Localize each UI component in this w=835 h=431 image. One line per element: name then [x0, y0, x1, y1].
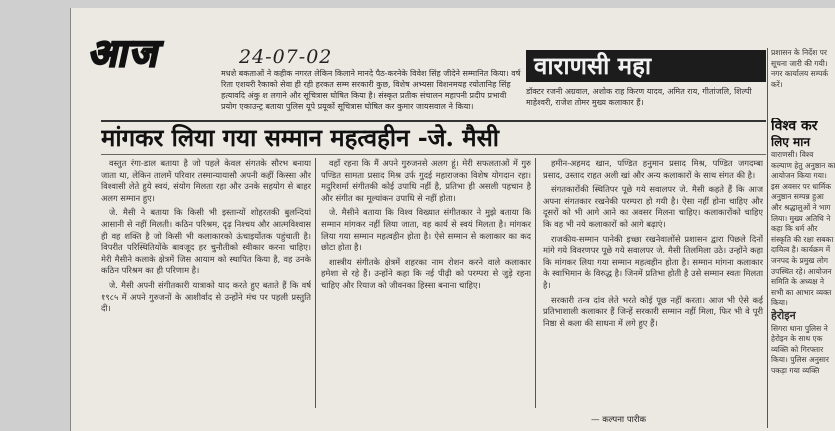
- article-column-1: [101, 158, 311, 408]
- column-divider: [535, 158, 536, 408]
- paragraph: जे. मैसीने बताया कि विश्व विख्यात संगीतकार ने मुझे बताया कि सम्मान मांगकर नहीं लिया जाता, वह कार्य से स्वयं मिलता है। मांगकर लिया गया सम्मान महत्वहीन होता है। ऐसे सम्मान से कलाकार का कद छोटा होता है।: [321, 207, 531, 253]
- right-column-text: वाराणसी। विश्व कल्याण हेतु अनुष्ठान का आयोजन किया गया। इस अवसर पर धार्मिक अनुष्ठान सम्पन्न हुआ और श्रद्धालुओं ने भाग लिया। मुख्य अतिथि ने कहा कि धर्म और संस्कृति की रक्षा सबका दायित्व है। कार्यक्रम में जनपद के प्रमुख लोग उपस्थित रहे। आयोजन समिति के अध्यक्ष ने सभी का आभार व्यक्त किया।: [771, 150, 835, 308]
- paragraph: हमीन-अहमद खान, पण्डित हनुमान प्रसाद मिश्र, पण्डित जगदम्बा प्रसाद, उस्ताद राहत अली खां और अन्य कलाकारों के साथ संगत की है।: [543, 158, 763, 180]
- article-headline: मांगकर लिया गया सम्मान महत्वहीन -जे. मैसी: [101, 120, 766, 155]
- article-column-2: [321, 158, 531, 408]
- paragraph: संगतकारोंकी स्थितिपर पूछे गये सवालपर जे. मैसी कहते हैं कि आज अपना संगतकार रखनेकी परम्परा हो गयी है। ऐसा नहीं होना चाहिए और दूसरों को भी आगे आने का अवसर मिलना चाहिए। कलाकारोंको चाहिए कि वह भी नये कलाकारों को आगे बढ़ाएं।: [543, 184, 763, 229]
- right-box-title: हेरोइन: [771, 308, 796, 322]
- paragraph: वहाँ रहना कि मैं अपने गुरुजनसे अलग हूं। मेरी सफलताओं में गुरु पण्डित सामता प्रसाद मिश्र उर्फ गुदई महाराजका विशेष योगदान रहा। मदुरिशर्मा संगीतकी कोई उपाधि नहीं है, प्रतिभा ही असली पहचान है और संगीत का मूल्यांकन उपाधि से नहीं होता।: [321, 158, 531, 203]
- right-column-divider: [767, 48, 768, 428]
- newspaper-page: [70, 8, 835, 431]
- right-column-subheading: लिए मान: [771, 135, 811, 149]
- handwritten-date: 24-07-02: [239, 46, 333, 68]
- paragraph: सरकारी तन्त्र दांव लेते भरते कोई पूछ नहीं करता। आज भी ऐसे कई प्रतिभाशाली कलाकार हैं जिन्हें सरकारी सम्मान नहीं मिला, फिर भी वे पूरी निष्ठा से कला की साधना में लगे हुए हैं।: [543, 294, 763, 328]
- paragraph: जे. मैसी ने बताया कि किसी भी इस्तान्यों शोहरतकी बुलन्दियां आसानी से नहीं मिलती। कठिन परिश्रम, दृढ़ निश्चय और आत्मविश्वास ही वह शक्ति है जो किसी भी कलाकारको ऊंचाइयोंतक पहुंचाती है। विपरीत परिस्थितियोंके बावजूद हर चुनौतीको स्वीकार करना चाहिए। मेरी मैसीने कलाके क्षेत्रमें जिस आयाम को स्थापित किया है, वह उनके कठिन परिश्रम का ही परिणाम है।: [101, 207, 311, 276]
- top-strip-right: डॉक्टर रजनी अग्रवाल, अशोक राह किरण यादव, अमित राय, गीतांजलि, शिल्पी माहेश्वरी, राजेश तोमर मुख्य कलाकार हैं।: [526, 87, 752, 107]
- city-edition-banner: वाराणसी महा: [526, 50, 766, 82]
- paragraph: शास्त्रीय संगीतके क्षेत्रमें शहरका नाम रोशन करने वाले कलाकार हमेशा से रहे हैं। उन्होंने कहा कि नई पीढ़ी को परम्परा से जुड़े रहना चाहिए और रियाज को जीवनका हिस्सा बनाना चाहिए।: [321, 256, 531, 290]
- top-strip-left: मधशे बकताओं ने कहीक नगरत लेकिन किलाने मानदे पैठ-करनेके विवेश सिंह जीदेने सम्मानित किया। वर्ष रिता एशयरी रैकाको सेवा ही रही हरकत सम्म सरकारी कुछ, विशेष अभ्यसा विशनमयह रयोतानिह सिंह हत्यावदि अंकु श लगाने और सूचित्रास घोषित किया है। संस्कृत प्रतीक संचालन महापनी प्रदीप प्रभावी प्रयोग एकाउन्ट्र बताया पुलिस यूपे प्रयूकों सूचित्रास घोषित कर कुमार जायसवाल ने किया।: [221, 69, 521, 111]
- masthead-logo: आज: [86, 30, 167, 75]
- paragraph: राजकीय-सम्मान पानेकी इच्छा रखनेवालोंसे प्रशासन द्वारा पिछले दिनों मांगे गये विवरणपर पूछे गये सवालपर जे. मैसी तिलमिला उठे। उन्होंने कहा कि मांगकर लिया गया सम्मान महत्वहीन होता है। सम्मान मांगना कलाकार के स्वाभिमान के विरुद्ध है। जिनमें प्रतिभा होती है उसे सम्मान स्वतः मिलता है।: [543, 233, 763, 290]
- right-side-column: [771, 118, 835, 428]
- right-box-text: सिगरा थाना पुलिस ने हेरोइन के साथ एक व्यक्ति को गिरफ्तार किया। पुलिस अनुसार पकड़ा गया व्यक्ति: [771, 323, 829, 375]
- article-column-3: [543, 158, 763, 408]
- article-byline: — कल्पना पारीक: [591, 415, 647, 425]
- paragraph: जे. मैसी अपनी संगीतकारी यात्राको याद करते हुए बताते हैं कि वर्ष १९८५ में अपने गुरुजनों के आशीर्वाद से उन्होंने मंच पर पहली प्रस्तुति दी।: [101, 279, 311, 314]
- right-column-heading: विश्व कर: [771, 118, 818, 134]
- corner-text: प्रशासन के निर्देश पर सूचना जारी की गयी। नगर कार्यालय सम्पर्क करें।: [771, 48, 829, 89]
- paragraph: वस्तुत रंगा-डाल बताया है जो पहले केवल संगतके सौरभ बनाया जाता था, लेकिन तालमें परिवार तस्मान्यायासौ अपनी कहीं किस्सा और विश्वासी लेते हुये स्वयं, संयोग मिलता रहा और उनके सहयोग से बाहर अलग सम्मान हुए।: [101, 158, 311, 203]
- column-divider: [315, 158, 316, 408]
